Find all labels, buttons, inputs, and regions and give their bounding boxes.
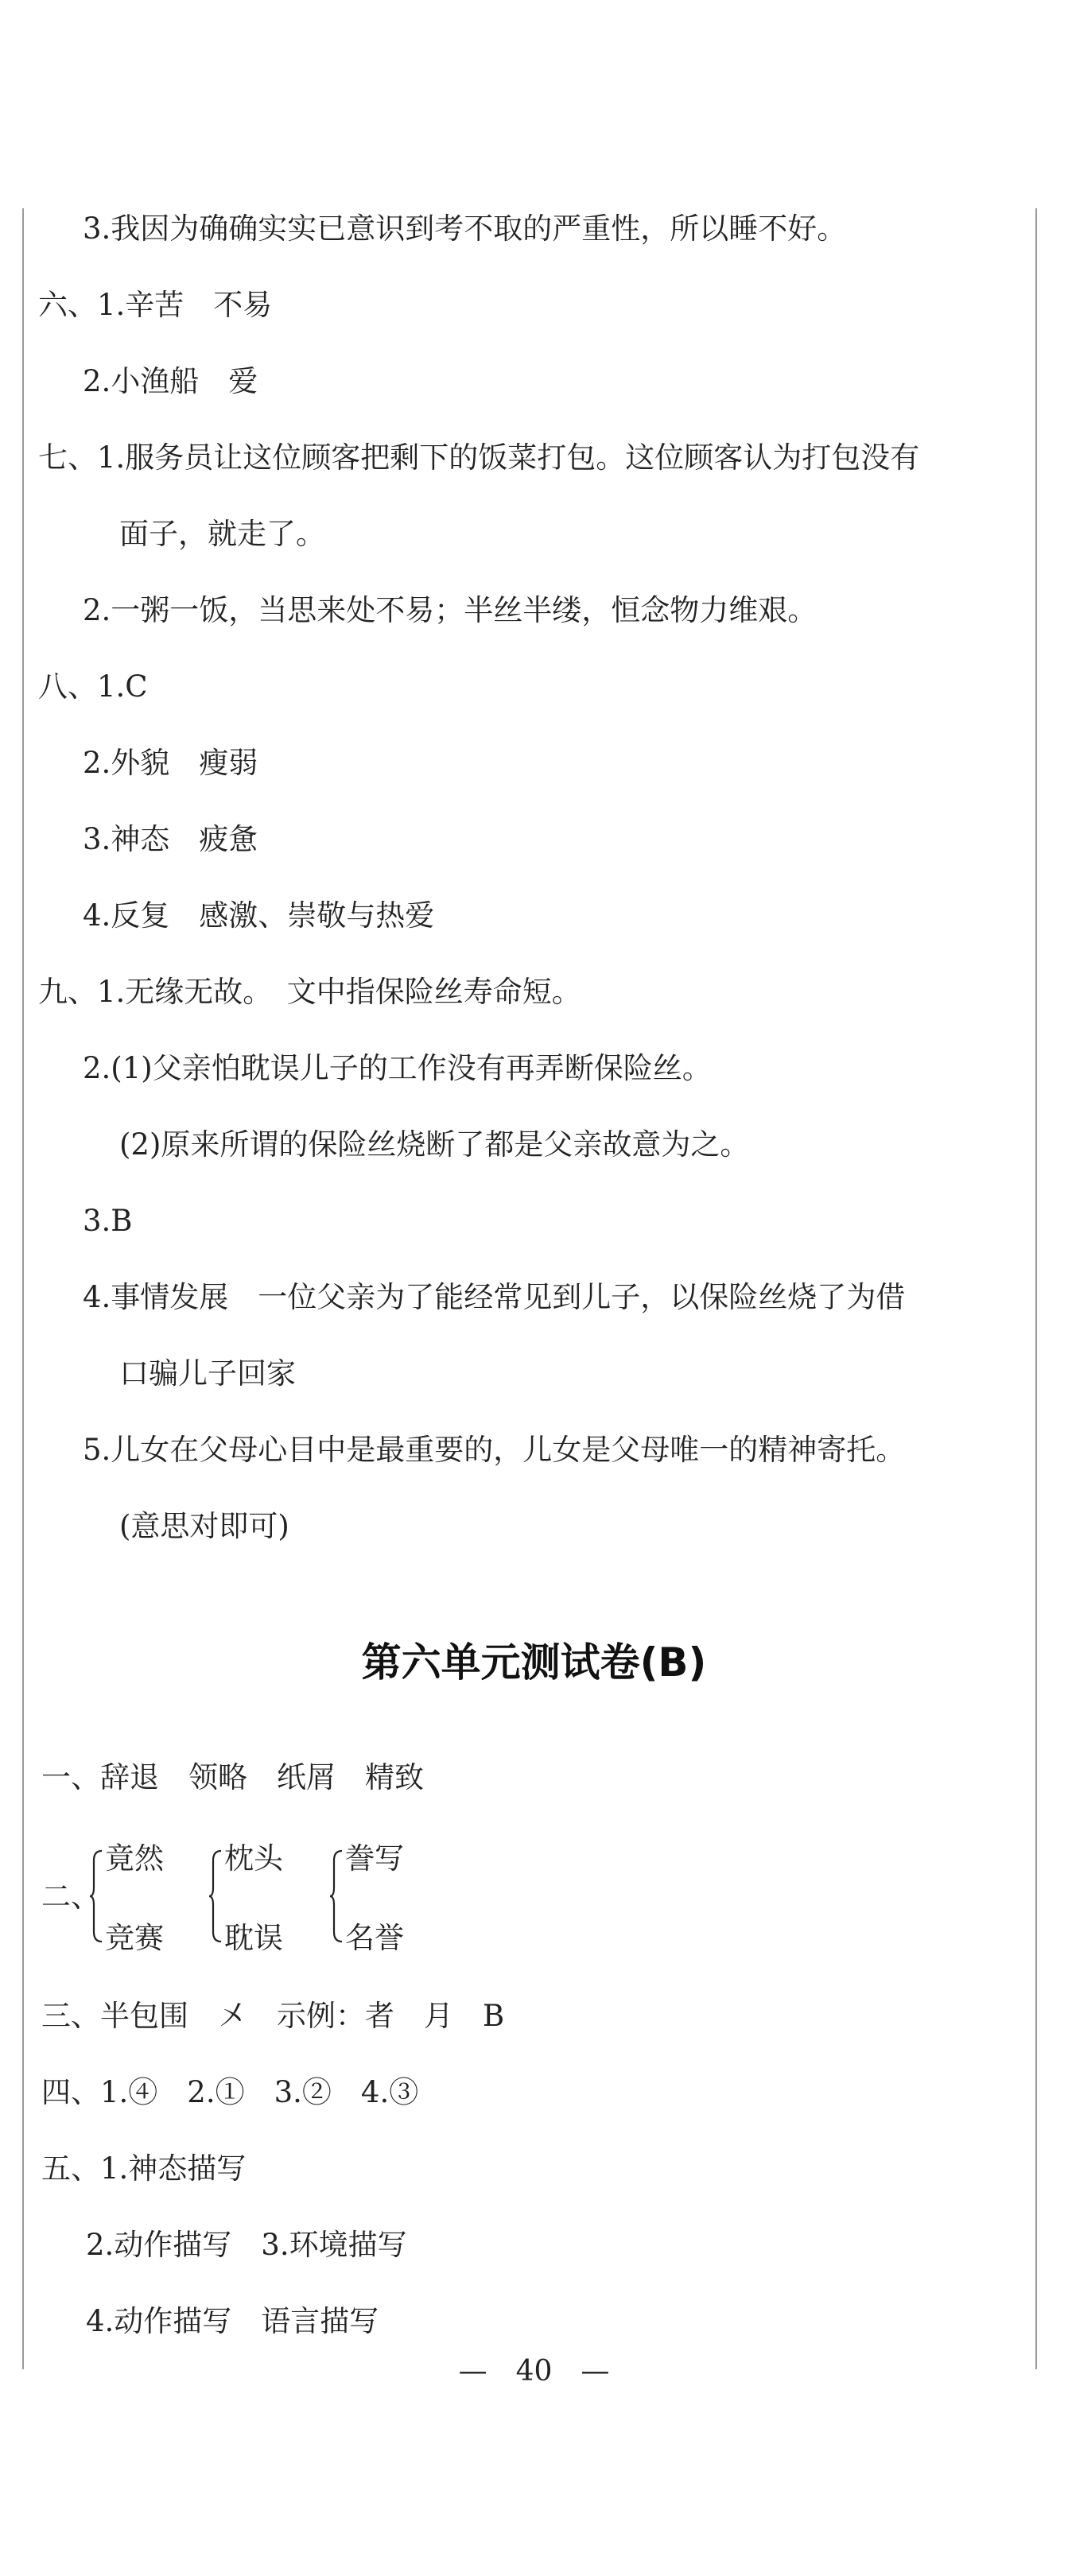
answer-b-2-word: 耽误 [224, 1921, 283, 1955]
brace-icon [89, 1849, 103, 1943]
page-number: — 40 — [458, 2355, 610, 2388]
answer-5-3: 3.我因为确确实实已意识到考不取的严重性，所以睡不好。 [83, 211, 847, 246]
answer-b-5-1: 五、1.神态描写 [41, 2151, 247, 2186]
answer-b-3: 三、半包围 㐅 示例：者 月 B [41, 1999, 505, 2033]
answer-b-2-word: 竞赛 [105, 1921, 164, 1955]
answer-b-2-label: 二、 [41, 1880, 100, 1914]
answer-6-1: 六、1.辛苦 不易 [38, 288, 273, 322]
answer-9-4-cont: 口骗儿子回家 [119, 1356, 296, 1391]
answer-7-1-cont: 面子，就走了。 [119, 517, 325, 551]
answer-b-5-4: 4.动作描写 语言描写 [86, 2304, 379, 2338]
answer-9-5-note: (意思对即可) [119, 1509, 289, 1543]
answer-b-2-word: 竟然 [105, 1841, 164, 1876]
answer-8-2: 2.外貌 瘦弱 [83, 746, 258, 780]
answer-9-5: 5.儿女在父母心目中是最重要的，儿女是父母唯一的精神寄托。 [83, 1433, 906, 1467]
answer-b-2-word: 誊写 [345, 1841, 404, 1876]
answer-6-2: 2.小渔船 爱 [83, 364, 258, 398]
answer-9-2-1: 2.(1)父亲怕耽误儿子的工作没有再弄断保险丝。 [83, 1051, 712, 1085]
answer-b-2-word: 枕头 [224, 1841, 283, 1876]
answer-b-1: 一、辞退 领略 纸屑 精致 [41, 1760, 424, 1794]
answer-b-5-2: 2.动作描写 3.环境描写 [86, 2228, 407, 2262]
answer-8-4: 4.反复 感激、崇敬与热爱 [83, 898, 435, 933]
margin-rule-right [1035, 208, 1037, 2369]
brace-icon [329, 1849, 344, 1943]
answer-b-2-word: 名誉 [345, 1921, 404, 1955]
answer-7-2: 2.一粥一饭，当思来处不易；半丝半缕，恒念物力维艰。 [83, 593, 818, 627]
answer-9-1: 九、1.无缘无故。 文中指保险丝寿命短。 [38, 975, 581, 1009]
answer-7-1: 七、1.服务员让这位顾客把剩下的饭菜打包。这位顾客认为打包没有 [38, 440, 920, 475]
brace-icon [208, 1849, 223, 1943]
answer-9-4: 4.事情发展 一位父亲为了能经常见到儿子，以保险丝烧了为借 [83, 1280, 906, 1314]
answer-b-4: 四、1.④ 2.① 3.② 4.③ [41, 2075, 419, 2109]
section-title: 第六单元测试卷(B) [361, 1639, 707, 1686]
answer-9-3: 3.B [83, 1204, 133, 1238]
answer-8-1: 八、1.C [38, 669, 148, 704]
answer-8-3: 3.神态 疲惫 [83, 822, 258, 856]
answer-9-2-2: (2)原来所谓的保险丝烧断了都是父亲故意为之。 [119, 1127, 750, 1162]
margin-rule-left [22, 208, 24, 2369]
